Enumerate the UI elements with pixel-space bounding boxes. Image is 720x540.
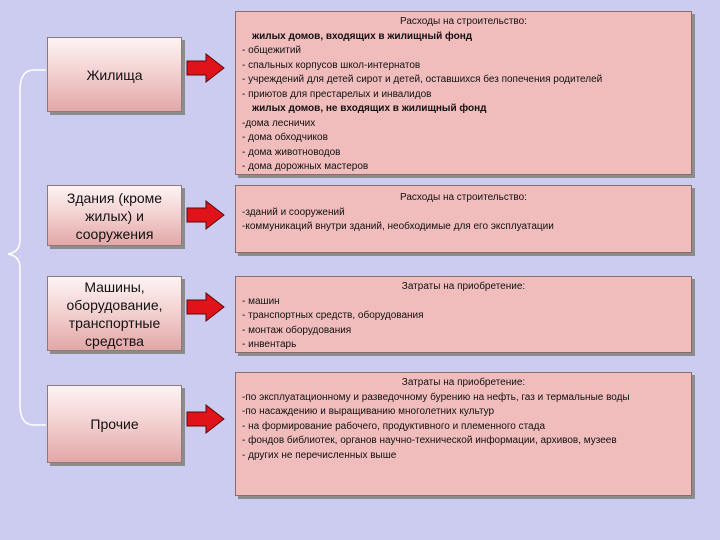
list-item: - дома дорожных мастеров [242,161,369,172]
list-item: - на формирование рабочего, продуктивного и племенного стада [242,420,546,432]
list-item: - транспортных средств, оборудования [242,310,424,321]
panel-housing-expenses [235,11,692,175]
list-item: - других не перечисленных выше [242,449,397,461]
list-item: -зданий и сооружений [242,206,345,218]
category-label: Здания (кроме жилых) и сооружения [66,189,163,242]
category-label: Прочие [90,416,139,432]
list-item: - дома обходчиков [242,132,328,143]
category-other [47,385,182,463]
panel-header: Затраты на приобретение: [401,281,526,292]
arrow-right-icon [186,53,226,83]
category-housing [47,37,182,112]
panel-header: Расходы на строительство: [400,16,527,27]
panel-buildings-expenses [235,185,692,253]
panel-subheading: жилых домов, входящих в жилищный фонд [252,30,473,42]
list-item: -коммуникаций внутри зданий, необходимые для его эксплуатации [242,221,554,232]
category-buildings [47,185,182,246]
panel-header: Затраты на приобретение: [401,377,526,388]
list-item: - машин [242,295,280,307]
list-item: - общежитий [242,45,301,56]
arrow-right-icon [186,200,226,230]
list-item: - учреждений для детей сирот и детей, оставшихся без попечения родителей [242,74,603,85]
list-item: - монтаж оборудования [242,324,352,336]
list-item: - фондов библиотек, органов научно-технической информации, архивов, музеев [242,435,617,446]
list-item: - инвентарь [242,339,297,350]
panel-header: Расходы на строительство: [400,192,527,203]
list-item: -по насаждению и выращиванию многолетних культур [242,406,495,417]
panel-subheading: жилых домов, не входящих в жилищный фонд [252,103,487,114]
panel-machinery-costs [235,276,692,353]
arrow-right-icon [186,292,226,322]
arrow-right-icon [186,404,226,434]
category-label: Машины, оборудование, транспортные средства [66,278,163,349]
list-item: - приютов для престарелых и инвалидов [242,88,432,100]
category-machinery [47,276,182,351]
panel-other-costs [235,372,692,496]
category-label: Жилища [86,66,143,83]
list-item: -дома лесничих [242,117,316,129]
list-item: - дома животноводов [242,146,341,158]
list-item: - спальных корпусов школ-интернатов [242,59,421,71]
list-item: -по эксплуатационному и разведочному бурению на нефть, газ и термальные воды [242,391,630,403]
